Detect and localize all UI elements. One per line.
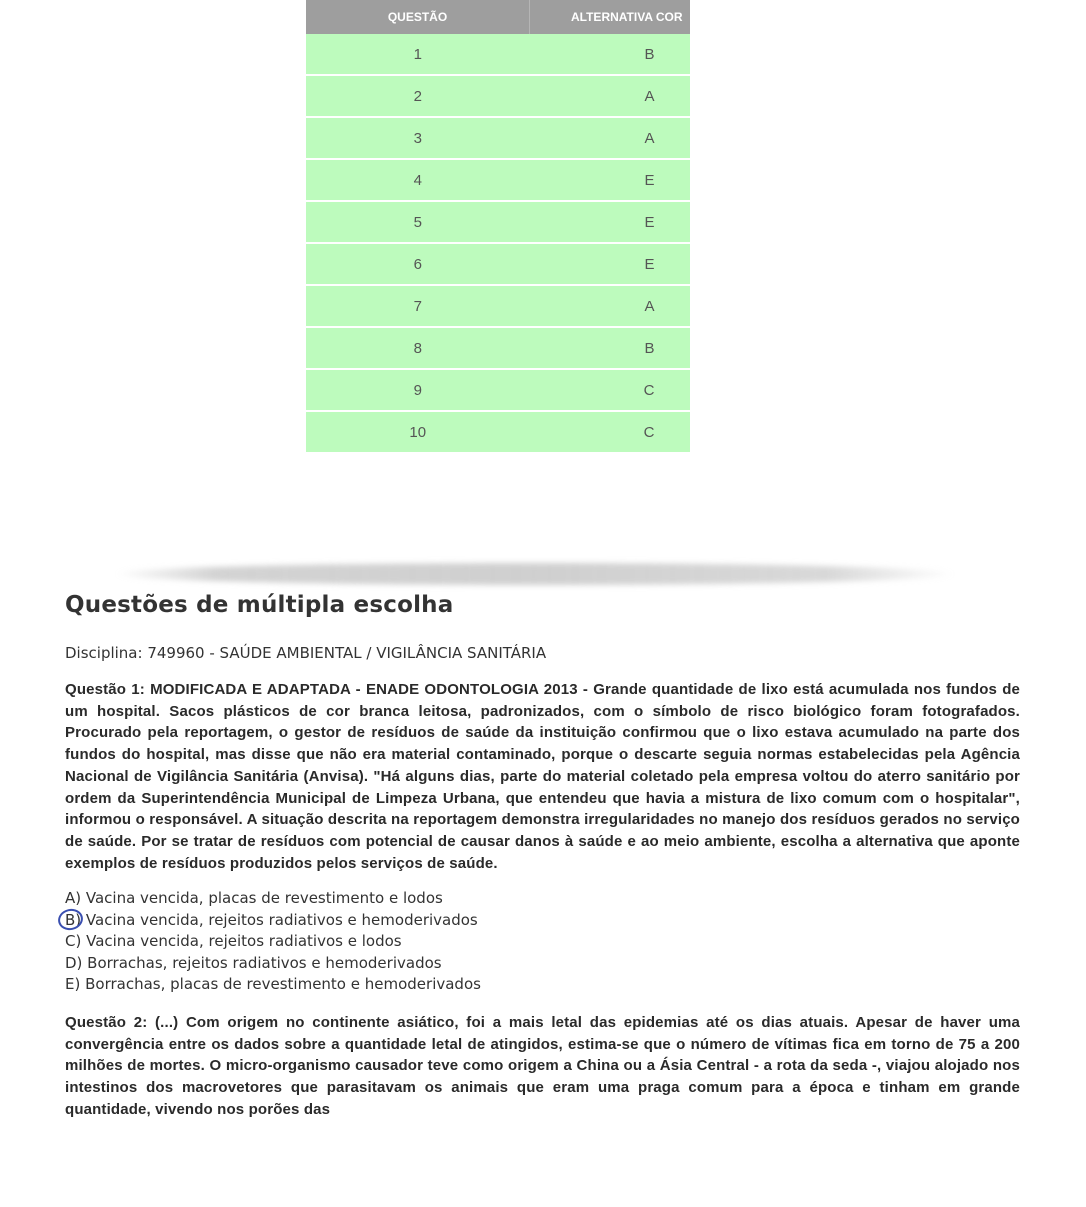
header-answer: ALTERNATIVA COR (530, 0, 690, 34)
option-d: D) Borrachas, rejeitos radiativos e hemoderivados (65, 953, 442, 972)
question-1-text: Questão 1: MODIFICADA E ADAPTADA - ENADE ODONTOLOGIA 2013 - Grande quantidade de lixo está acumulada nos fundos de um hospital. Sacos plásticos de cor branca leitosa, padronizados, com o símbolo de risco biológico foram fotografados. Procurado pela reportagem, o gestor de resíduos de saúde da instituição confirmou que o lixo estava acumulado na parte dos fundos do hospital, mas disse que não era material contaminado, porque o descarte seguia normas estabelecidas pela Agência Nacional de Vigilância Sanitária (Anvisa). "Há alguns dias, parte do material coletado pela empresa voltou do aterro sanitário por ordem da Superintendência Municipal de Limpeza Urbana, que entendeu que havia a mistura de lixo comum com o hospitalar", informou o responsável. A situação descrita na reportagem demonstra irregularidades no manejo dos resíduos gerados no serviço de saúde. Por se tratar de resíduos com potencial de causar danos à saúde e ao meio ambiente, escolha a alternativa que aponte exemplos de resíduos produzidos pelos serviços de saúde. (65, 681, 1020, 872)
answer-key-row (306, 34, 690, 75)
option-b (65, 910, 1020, 932)
question-number-cell: 5 (306, 201, 530, 243)
question-number-cell: 8 (306, 327, 530, 369)
answer-key-row (306, 75, 690, 117)
answer-letter-cell: A (530, 75, 690, 117)
answer-letter-cell: E (530, 159, 690, 201)
question-number-cell: 4 (306, 159, 530, 201)
answer-key-row (306, 369, 690, 411)
question-number-cell: 6 (306, 243, 530, 285)
scanned-document (65, 592, 1020, 1120)
answer-key-header-row (306, 0, 690, 34)
discipline-line: Disciplina: 749960 - SAÚDE AMBIENTAL / VIGILÂNCIA SANITÁRIA (65, 644, 547, 662)
question-number-cell: 2 (306, 75, 530, 117)
option-c: C) Vacina vencida, rejeitos radiativos e lodos (65, 932, 402, 951)
answer-key-row (306, 243, 690, 285)
answer-key-row (306, 411, 690, 453)
document-heading: Questões de múltipla escolha (65, 592, 454, 618)
answer-letter-cell: C (530, 411, 690, 453)
answer-letter-cell: E (530, 243, 690, 285)
question-2-text: Questão 2: (...) Com origem no continente asiático, foi a mais letal das epidemias até os dias atuais. Apesar de haver uma convergência entre os dados sobre a quantidade letal de atingidos, estima-se que o número de vítimas fica em torno de 75 a 200 milhões de mortes. O micro-organismo causador teve como origem a China ou a Ásia Central - a rota da seda -, viajou alojado nos intestinos dos macrovetores que parasitavam os animais que eram uma praga comum para a época e tinham em grande quantidade, vivendo nos porões das (65, 1013, 1020, 1118)
answer-letter-cell: A (530, 117, 690, 159)
answer-letter-cell: E (530, 201, 690, 243)
answer-key-row (306, 285, 690, 327)
option-e: E) Borrachas, placas de revestimento e hemoderivados (65, 975, 481, 994)
answer-key-row (306, 327, 690, 369)
question-number-cell: 1 (306, 34, 530, 75)
answer-key-table (306, 0, 690, 454)
answer-letter-cell: B (530, 327, 690, 369)
answer-letter-cell: C (530, 369, 690, 411)
question-number-cell: 9 (306, 369, 530, 411)
answer-key-row (306, 201, 690, 243)
question-number-cell: 7 (306, 285, 530, 327)
option-a: A) Vacina vencida, placas de revestimento e lodos (65, 889, 443, 908)
answer-letter-cell: B (530, 34, 690, 75)
answer-letter-cell: A (530, 285, 690, 327)
scan-smudge (115, 563, 955, 585)
answer-key-row (306, 117, 690, 159)
question-number-cell: 10 (306, 411, 530, 453)
answer-key-row (306, 159, 690, 201)
question-1-options (65, 888, 1020, 996)
header-question: QUESTÃO (306, 0, 530, 34)
option-b-label: B) Vacina vencida, rejeitos radiativos e hemoderivados (65, 910, 478, 929)
question-number-cell: 3 (306, 117, 530, 159)
